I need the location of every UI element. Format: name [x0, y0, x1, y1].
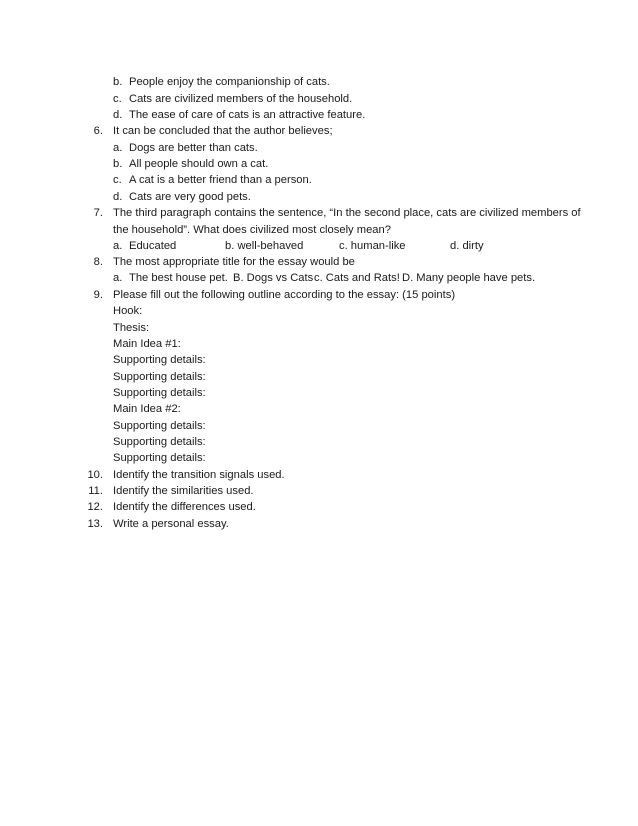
question-number: 11.: [88, 485, 103, 497]
outline-hook: Hook:: [113, 305, 143, 317]
option-text: All people should own a cat.: [129, 158, 269, 170]
option-label: a.: [113, 142, 123, 154]
question-text: Identify the similarities used.: [113, 485, 254, 497]
q8-option-c: c. Cats and Rats!: [314, 272, 400, 284]
outline-supporting-details: Supporting details:: [113, 436, 206, 448]
q7-option-d: d. dirty: [450, 240, 484, 252]
question-12: [77, 499, 557, 515]
question-6: [77, 123, 557, 139]
outline-supporting-details: Supporting details:: [113, 354, 206, 366]
q5-option-c: [113, 91, 533, 107]
outline-supporting-details: Supporting details:: [113, 371, 206, 383]
option-text: A cat is a better friend than a person.: [129, 174, 312, 186]
question-text-continued: the household”. What does civilized most closely mean?: [113, 224, 391, 236]
option-label: d.: [113, 191, 123, 203]
outline-main-idea-2: Main Idea #2:: [113, 403, 181, 415]
option-label: c.: [113, 174, 122, 186]
q6-option-a: [113, 140, 533, 156]
q5-option-b: [113, 74, 533, 90]
q8-option-d: D. Many people have pets.: [402, 272, 536, 284]
question-number: 13.: [87, 518, 103, 530]
q6-option-c: [113, 172, 533, 188]
q7-option-c: c. human-like: [339, 240, 406, 252]
q6-option-b: [113, 156, 533, 172]
option-label: b.: [113, 76, 123, 88]
option-label: b.: [113, 158, 123, 170]
outline-main-idea-1: Main Idea #1:: [113, 338, 181, 350]
outline-thesis: Thesis:: [113, 322, 150, 334]
option-text: Dogs are better than cats.: [129, 142, 258, 154]
question-11: [77, 483, 557, 499]
q8-options-row: [113, 270, 553, 286]
q8-option-b: B. Dogs vs Cats: [233, 272, 314, 284]
outline-supporting-details: Supporting details:: [113, 387, 206, 399]
option-label: a.: [113, 240, 123, 252]
outline-supporting-details: Supporting details:: [113, 420, 206, 432]
question-number: 12.: [87, 501, 103, 513]
q7-options-row: [113, 238, 533, 254]
question-text: Identify the differences used.: [113, 501, 256, 513]
outline-supporting-details: Supporting details:: [113, 452, 206, 464]
question-number: 6.: [93, 125, 103, 137]
question-text: Identify the transition signals used.: [113, 469, 285, 481]
question-7-line-2: [113, 222, 553, 238]
question-text: Write a personal essay.: [113, 518, 229, 530]
question-number: 8.: [93, 256, 103, 268]
option-label: c.: [113, 93, 122, 105]
option-text: Cats are very good pets.: [129, 191, 251, 203]
q5-option-d: [113, 107, 533, 123]
q7-option-a: Educated: [129, 240, 177, 252]
question-number: 10.: [87, 469, 103, 481]
q7-option-b: b. well-behaved: [225, 240, 304, 252]
question-number: 9.: [93, 289, 103, 301]
question-text: Please fill out the following outline according to the essay: (15 points): [113, 289, 456, 301]
option-text: People enjoy the companionship of cats.: [129, 76, 330, 88]
question-text: It can be concluded that the author believes;: [113, 125, 333, 137]
option-text: The ease of care of cats is an attractive feature.: [129, 109, 366, 121]
option-text: Cats are civilized members of the household.: [129, 93, 353, 105]
question-text: The most appropriate title for the essay would be: [113, 256, 355, 268]
question-10: [77, 467, 557, 483]
q6-option-d: [113, 189, 533, 205]
question-number: 7.: [93, 207, 103, 219]
question-8: [77, 254, 557, 270]
q8-option-a: The best house pet.: [129, 272, 228, 284]
question-7: [77, 205, 581, 221]
option-label: a.: [113, 272, 123, 284]
question-9: [77, 287, 557, 303]
option-label: d.: [113, 109, 123, 121]
question-text: The third paragraph contains the sentence, “In the second place, cats are civilized members of: [113, 207, 581, 219]
question-13: [77, 516, 557, 532]
